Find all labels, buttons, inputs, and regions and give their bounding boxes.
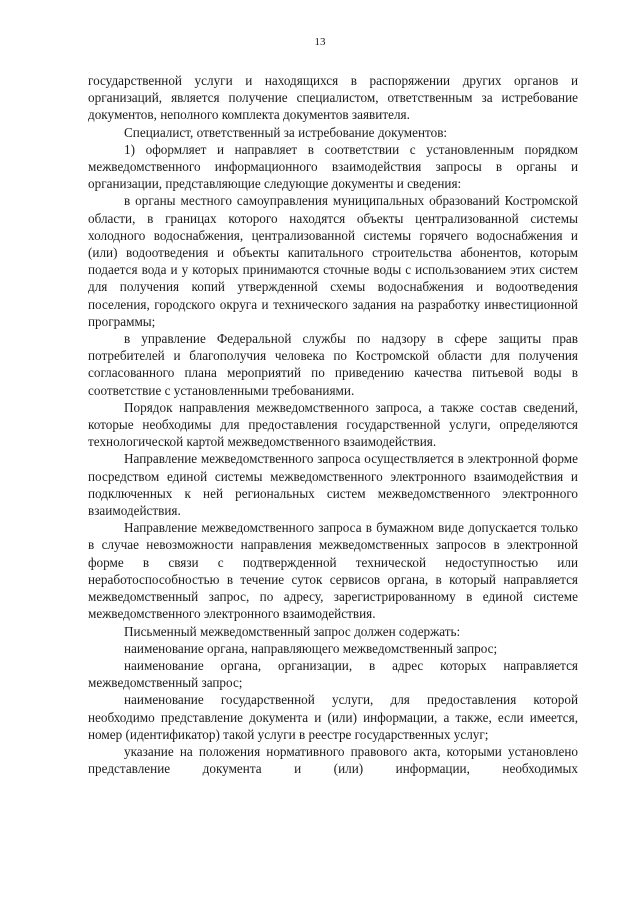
paragraph-5: в управление Федеральной службы по надзору в сфере защиты прав потребителей и благополучия человека по Костромской области для получения согласованного плана мероприятий по приведению качества питьевой воды в соответствие с установленными требованиями. — [88, 331, 578, 398]
paragraph-12: наименование государственной услуги, для предоставления которой необходимо представление документа и (или) информации, а также, если имеется, номер (идентификатор) такой услуги в реестре государственных услуг; — [88, 692, 578, 742]
paragraph-1: государственной услуги и находящихся в распоряжении других органов и организаций, является получение специалистом, ответственным за истребование документов, неполного комплекта документов заявителя. — [88, 73, 578, 123]
paragraph-11: наименование органа, организации, в адрес которых направляется межведомственный запрос; — [88, 657, 578, 691]
paragraph-2: Специалист, ответственный за истребование документов: — [124, 124, 448, 140]
paragraph-3: 1) оформляет и направляет в соответствии с установленным порядком межведомственного информационного взаимодействия запросы в органы и организации, представляющие следующие документы и сведения: — [88, 141, 578, 192]
paragraph-6: Порядок направления межведомственного запроса, а также состав сведений, которые необходимы для предоставления государственной услуги, определяются технологической картой межведомственного взаимодействия. — [88, 399, 578, 450]
paragraph-4: в органы местного самоуправления муниципальных образований Костромской области, в границах которого находятся объекты централизованной системы холодного водоснабжения, централизованной системы горячего водоснабжения и (или) водоотведения и объекты капитального строительства абонентов, которым подается вода и у которых принимаются сточные воды с использованием этих систем для получения копий утвержденной схемы водоснабжения и водоотведения поселения, городского округа и технического задания на разработку инвестиционной программы; — [88, 193, 578, 329]
page-number: 13 — [314, 36, 326, 48]
paragraph-9: Письменный межведомственный запрос должен содержать: — [124, 623, 461, 639]
paragraph-10: наименование органа, направляющего межведомственный запрос; — [124, 640, 498, 656]
paragraph-8: Направление межведомственного запроса в бумажном виде допускается только в случае невозможности направления межведомственных запросов в электронной форме в связи с подтвержденной технической недоступностью или неработоспособностью в течение суток сервисов органа, в который направляется межведомственный запрос, по адресу, зарегистрированному в единой системе межведомственного электронного взаимодействия. — [88, 520, 578, 622]
document-body — [88, 72, 578, 777]
paragraph-7: Направление межведомственного запроса осуществляется в электронной форме посредством единой системы межведомственного электронного взаимодействия и подключенных к ней региональных систем межведомственного электронного взаимодействия. — [88, 451, 578, 519]
paragraph-13: указание на положения нормативного правового акта, которыми установлено представление документа и (или) информации, необходимых — [88, 743, 578, 777]
